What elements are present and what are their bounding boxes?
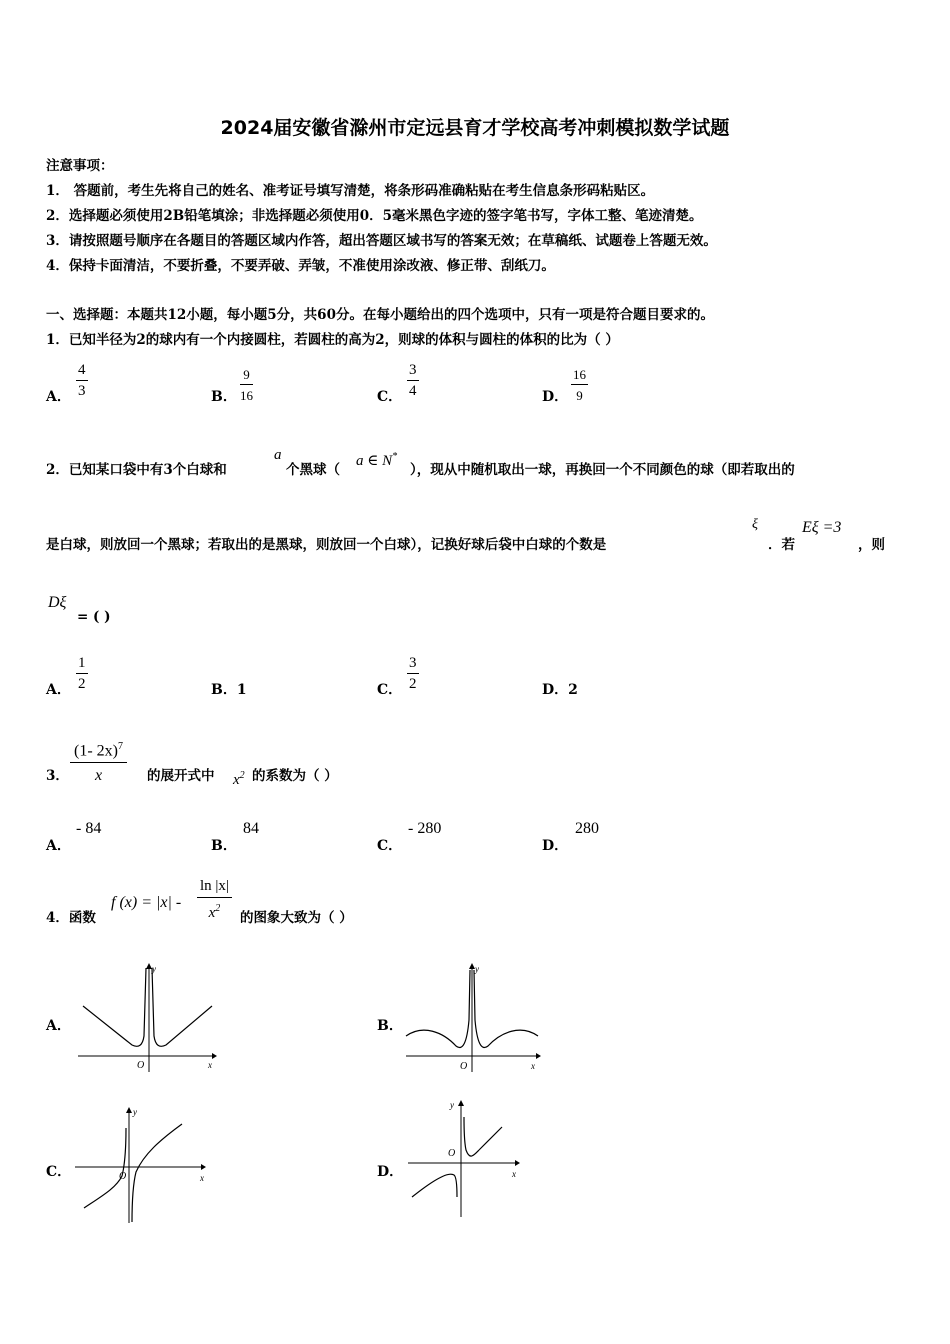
svg-text:O: O [460,1061,468,1072]
notice-item-3: 3．请按照题号顺序在各题目的答题区域内作答，超出答题区域书写的答案无效；在草稿纸、试题卷上答题无效。 [46,233,717,249]
q1-option-b-fraction: $\frac{9}{16}$ [240,367,253,403]
q3-text-1: 的展开式中 [147,768,215,784]
q4-option-d-label[interactable]: D． [377,1164,404,1180]
q3-option-c-label[interactable]: C． [377,838,403,854]
svg-text:y: y [133,1107,137,1117]
q4-text-2: 的图象大致为（ ） [240,910,353,926]
q2-option-a-label[interactable]: A． [46,682,71,698]
q2-condition: a ∈ N* [356,451,398,469]
q4-fraction: $\frac{\ln |x|}{x^2}$ [197,878,232,922]
q1-option-a-label[interactable]: A． [46,389,71,405]
q4-graph-d [398,1095,528,1220]
q4-option-c-label[interactable]: C． [46,1164,72,1180]
svg-text:x: x [200,1173,204,1183]
q3-option-d-label[interactable]: D． [542,838,569,854]
q2-variance: Dξ [48,594,67,611]
q3-option-a-label[interactable]: A． [46,838,71,854]
svg-text:x: x [208,1060,212,1070]
q3-option-b-value: 84 [243,820,259,837]
svg-text:x: x [531,1061,535,1071]
q2-text-6: ，则 [858,537,885,553]
q2-text-2: 个黑球（ [286,462,340,478]
q3-expression: $\frac{(1- 2x)^7}{x}$ [70,738,127,784]
q1-option-c-fraction: $\frac{3}{4}$ [409,362,417,399]
q2-text-5: ．若 [768,537,795,553]
q1-option-a-fraction: $\frac{4}{3}$ [78,362,86,399]
q3-option-d-value: 280 [575,820,599,837]
notice-item-2: 2．选择题必须使用2B铅笔填涂；非选择题必须使用0．5毫米黑色字迹的签字笔书写，字体工整、笔迹清楚。 [46,208,703,224]
svg-text:y: y [450,1100,454,1110]
svg-text:O: O [137,1060,145,1071]
q2-option-b[interactable]: B．1 [211,682,247,698]
svg-text:y: y [152,964,156,974]
q4-option-a-label[interactable]: A． [46,1018,71,1034]
q4-graph-a [70,960,220,1075]
q3-text-2: 的系数为（ ） [252,768,338,784]
q1-option-b-label[interactable]: B． [211,389,237,405]
q2-option-a-fraction: $\frac{1}{2}$ [78,655,86,692]
q4-text-1: 4．函数 [46,910,96,926]
q4-function: f (x) = |x| - [111,894,182,911]
q2-text-4: 是白球，则放回一个黑球；若取出的是黑球，则放回一个白球），记换好球后袋中白球的个数是 [46,537,607,553]
section-heading: 一、选择题：本题共12小题，每小题5分，共60分。在每小题给出的四个选项中，只有一项是符合题目要求的。 [46,307,714,323]
notice-item-4: 4．保持卡面清洁，不要折叠，不要弄破、弄皱，不准使用涂改液、修正带、刮纸刀。 [46,258,555,274]
q2-text-3: ），现从中随机取出一球，再换回一个不同颜色的球（即若取出的 [410,462,795,478]
q3-option-b-label[interactable]: B． [211,838,237,854]
svg-text:y: y [475,964,479,974]
notice-item-1: 1． 答题前，考生先将自己的姓名、准考证号填写清楚，将条形码准确粘贴在考生信息条形码粘贴区。 [46,183,655,199]
question-1-stem: 1．已知半径为2的球内有一个内接圆柱，若圆柱的高为2，则球的体积与圆柱的体积的比为（ ） [46,332,619,348]
q2-option-d[interactable]: D．2 [542,682,578,698]
q3-option-c-value: - 280 [408,820,442,837]
svg-text:O: O [119,1171,127,1182]
q2-option-c-label[interactable]: C． [377,682,403,698]
svg-text:x: x [512,1169,516,1179]
svg-text:O: O [448,1148,456,1159]
q2-option-c-fraction: $\frac{3}{2}$ [409,655,417,692]
q1-option-c-label[interactable]: C． [377,389,403,405]
q2-expectation: Eξ =3 [802,519,842,536]
q1-option-d-fraction: $\frac{16}{9}$ [573,367,586,403]
page-title: 2024届安徽省滁州市定远县育才学校高考冲刺模拟数学试题 [220,117,730,139]
notice-heading: 注意事项： [46,158,114,174]
q4-graph-c [70,1100,215,1225]
q2-text-1: 2．已知某口袋中有3个白球和 [46,462,227,478]
q4-option-b-label[interactable]: B． [377,1018,403,1034]
q4-graph-b [398,960,548,1075]
q2-text-7: = ( ) [77,609,111,625]
q2-var-a: a [274,447,282,463]
q3-option-a-value: - 84 [76,820,102,837]
q1-option-d-label[interactable]: D． [542,389,569,405]
q3-number: 3． [46,768,69,784]
q3-term: $x^2$ [233,770,245,788]
q2-xi: ξ [752,517,758,532]
